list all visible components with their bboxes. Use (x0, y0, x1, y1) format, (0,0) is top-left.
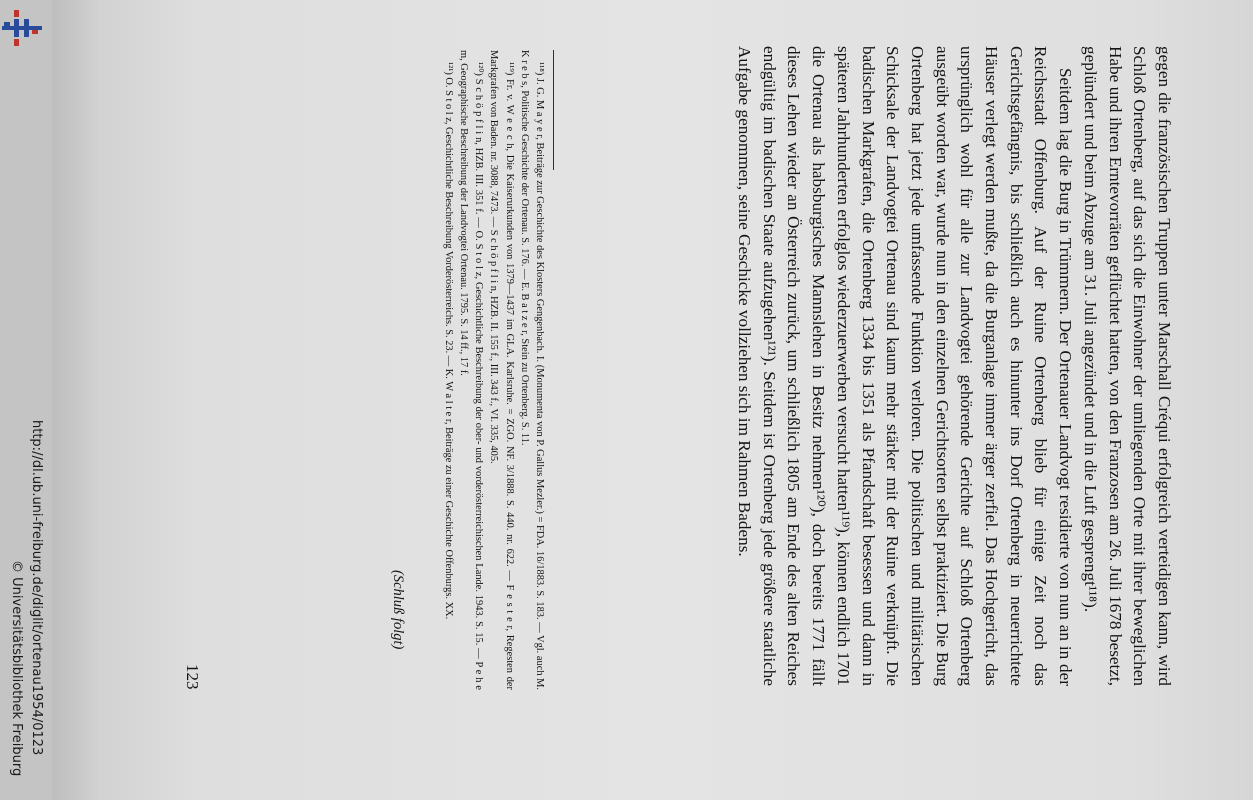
continuation-note: (Schluß folgt) (390, 570, 406, 650)
copyright-notice: © Universitätsbibliothek Freiburg (9, 560, 24, 777)
footnote: ¹²¹) O. S t o l z, Geschichtliche Beschreibung Vorderösterreichs. S. 23. — K. W a l t e r, Beiträge zu einer Geschichte Offenburgs. XX. (442, 62, 454, 620)
footnote: ¹¹⁹) Fr. v. W e e c h, Die Kaiserurkunden von 1379—1437 im GLA. Karlsruhe. = ZGO. NF. 3/1888. S. 440. nr. 622. — F e s t e r, Regesten der Markgrafen von Baden. nr. 3088, 7473. — S c h ö p f l i n, HZB. II. 155 f., III. 343 f., VI. 335, 405. (488, 50, 515, 690)
source-url: http://dl.ub.uni-freiburg.de/diglit/ortenau1954/0123 (29, 420, 44, 756)
body-paragraph: gegen die französischen Truppen unter Marschall Créqui erfolgreich verteidigen kann, wird Schloß Ortenberg, auf das sich die Einwohner der umliegenden Orte mit ihrer beweglichen Habe und ihren Erntevorräten geflüchtet hatten, von den Franzosen am 26. Juli 1678 besetzt, geplündert und beim Abzuge am 31. Juli angezündet und in die Luft gesprengt¹¹⁸). (1080, 46, 1174, 686)
viewer-margin (0, 0, 52, 800)
footnotes (441, 50, 554, 690)
page-number: 123 (183, 664, 202, 690)
footnote: ¹²⁰) S c h ö p f l i n, HZB. III. 351 f. — O. S t o l z, Geschichtliche Beschreibung der ober- und vorderösterreichischen Lande. 1943. S. 15. — P e h e m, Geographische Beschreibung der Landvogtei Ortenau. 1795. S. 14 ff., 17 f. (457, 50, 485, 690)
body-text (731, 46, 1176, 686)
footnote-divider (553, 50, 554, 170)
footnote: ¹¹⁸) J. G. M a y e r, Beiträge zur Geschichte des Klosters Gengenbach. I. (Monumenta von P. Gallus Mezler.) = FDA. 16/1883. S. 183. — Vgl. auch M. K r e b s, Politische Geschichte der Ortenau. S. 176. — E. B a t z e r, Stein zu Ortenberg. S. 11. (518, 50, 545, 690)
scanned-page (52, 0, 1253, 800)
library-logo-icon (2, 8, 42, 48)
body-paragraph: Seitdem lag die Burg in Trümmern. Der Ortenauer Landvogt residierte von nun an in der Reichsstadt Offenburg. Auf der Ruine Ortenberg blieb für einige Zeit noch das Gerichtsgefängnis, bis schließlich auch es hinunter ins Dorf Ortenberg in neuerrichtete Häuser verlegt werden mußte, da die Burganlage immer ärger zerfiel. Das Hochgericht, das ursprünglich wohl für alle zur Landvogtei gehörende Gerichte auf Schloß Ortenberg ausgeübt worden war, wurde nun in den einzelnen Gerichtsorten selbst praktiziert. Die Burg Ortenberg hat jetzt jede umfassende Funktion verloren. Die politischen und militärischen Schicksale der Landvogtei Ortenau sind kaum mehr stärker mit der Ruine verknüpft. Die badischen Markgrafen, die Ortenberg 1334 bis 1351 als Pfandschaft besessen und dann in späteren Jahrhunderten erfolglos wiederzuerwerben versucht hatten¹¹⁹), können endlich 1701 die Ortenau als habsburgisches Mannslehen in Besitz nehmen¹²⁰), doch bereits 1771 fällt dieses Lehen wieder an Österreich zurück, um schließlich 1805 am Ende des alten Reiches endgültig im badischen Staate aufzugehen¹²¹). Seitdem ist Ortenberg jede größere staatliche Aufgabe genommen, seine Geschicke vollziehen sich im Rahmen Badens. (735, 46, 1076, 686)
